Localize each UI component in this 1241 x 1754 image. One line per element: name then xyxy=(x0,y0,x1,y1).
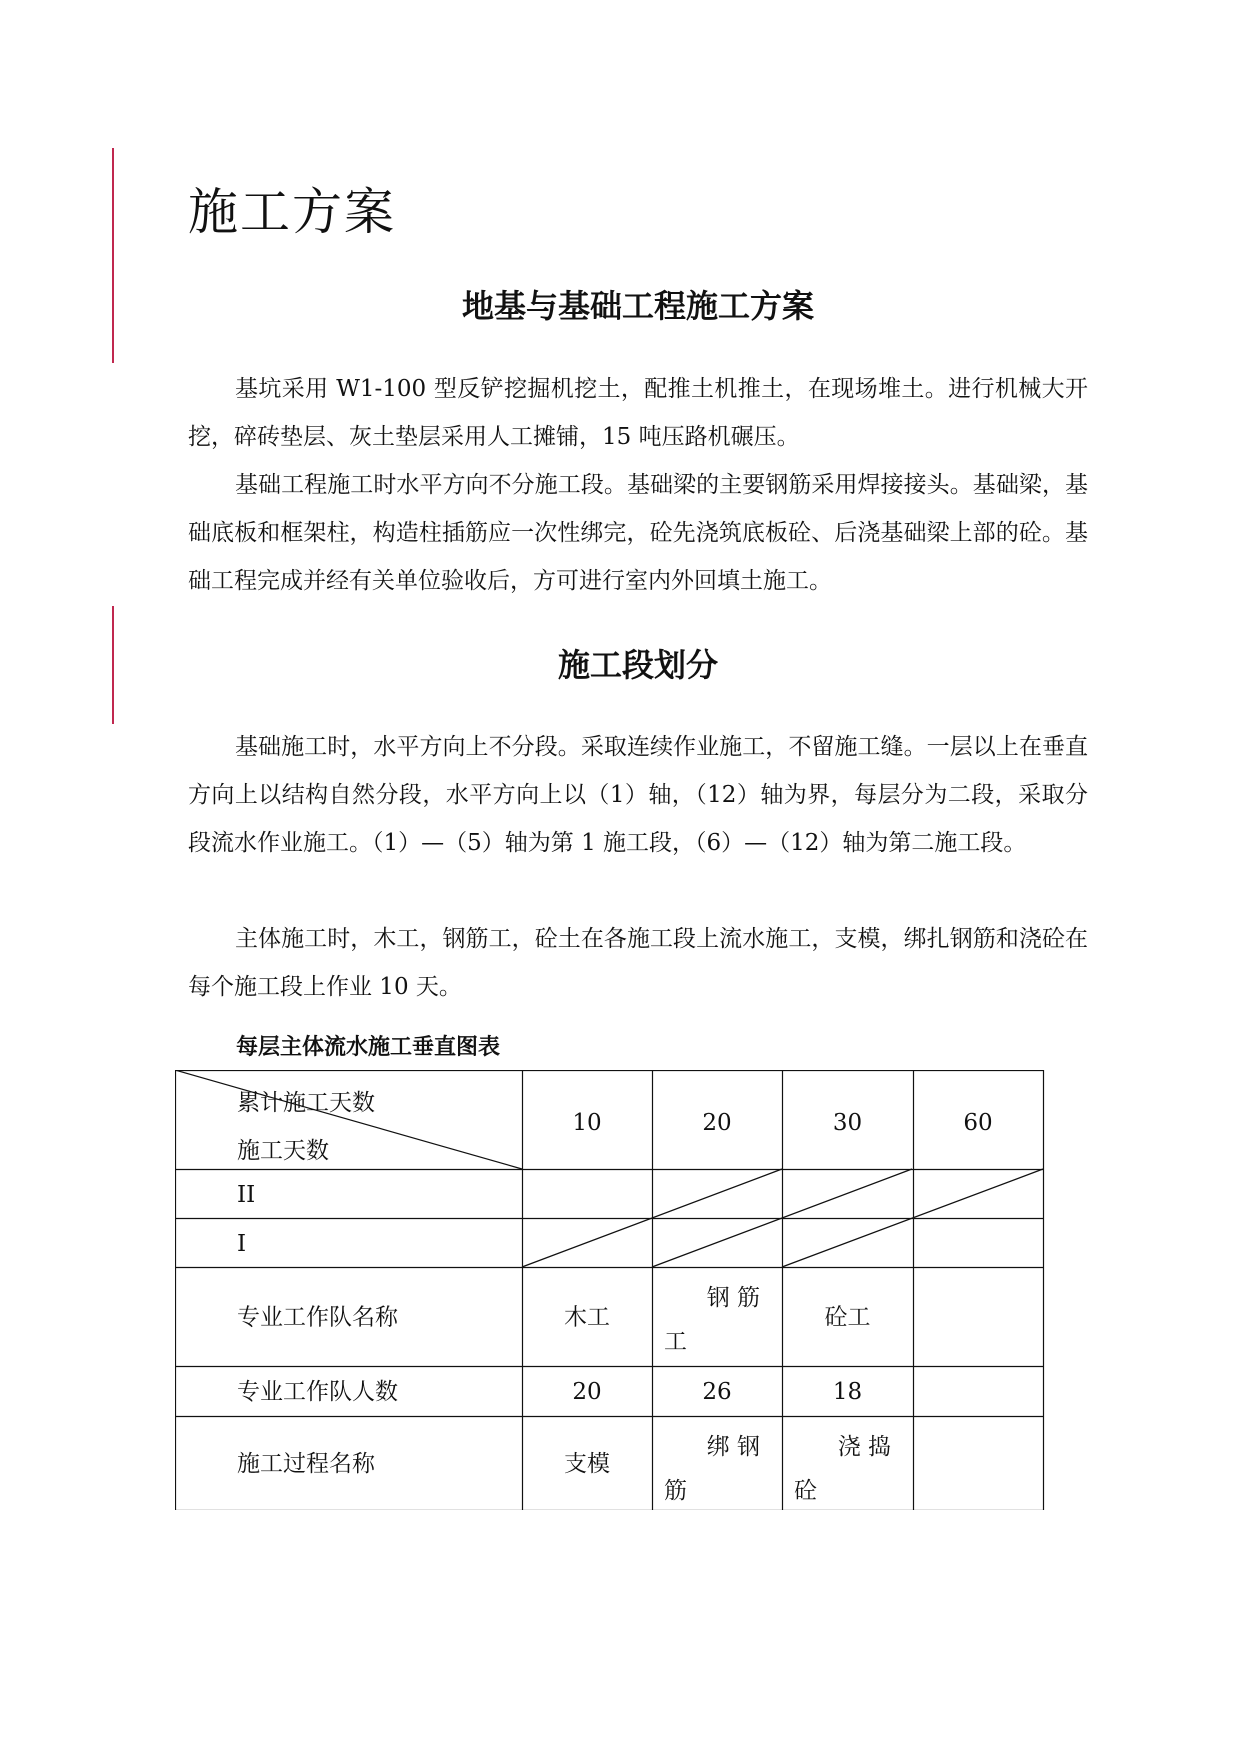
margin-marker-top xyxy=(112,148,114,363)
table-cell-wrapped-bottom: 砼 xyxy=(794,1478,817,1504)
header-diagonal-line xyxy=(175,1070,522,1169)
column-header-days: 60 xyxy=(963,1110,993,1136)
paragraph-segment-division: 基础施工时，水平方向上不分段。采取连续作业施工，不留施工缝。一层以上在垂直方向上以结构自然分段，水平方向上以（1）轴，（12）轴为界，每层分为二段，采取分段流水作业施工。（1）—（5）轴为第 1 施工段，（6）—（12）轴为第二施工段。 xyxy=(188,734,1088,856)
table-cell: 砼工 xyxy=(824,1304,871,1331)
column-header-days: 10 xyxy=(572,1110,602,1136)
paragraph-excavation: 基坑采用 W1-100 型反铲挖掘机挖土，配推土机推土，在现场堆土。进行机械大开挖，碎砖垫层、灰土垫层采用人工摊铺，15 吨压路机碾压。 xyxy=(188,376,1088,450)
table-cell-wrapped-top: 绑 钢 xyxy=(706,1434,760,1460)
document-title: 施工方案 xyxy=(188,183,396,241)
segment-label: I xyxy=(237,1231,247,1257)
table-cell-wrapped-top: 浇 捣 xyxy=(837,1434,891,1460)
table-cell: 18 xyxy=(832,1379,863,1405)
row-label: 专业工作队名称 xyxy=(237,1304,398,1331)
row-label: 专业工作队人数 xyxy=(237,1379,398,1405)
section-heading-foundation: 地基与基础工程施工方案 xyxy=(461,287,814,325)
table-cell: 20 xyxy=(572,1379,602,1405)
table-cell: 木工 xyxy=(564,1304,610,1331)
row-label: 施工过程名称 xyxy=(237,1451,375,1477)
flow-schedule-table xyxy=(175,1070,1045,1510)
table-cell-wrapped-top: 钢 筋 xyxy=(706,1285,760,1311)
table-cell-wrapped-bottom: 筋 xyxy=(664,1478,687,1504)
segment-label: II xyxy=(237,1182,256,1208)
corner-label-cumulative-days: 累计施工天数 xyxy=(237,1090,375,1116)
paragraph-main-structure: 主体施工时，木工，钢筋工，砼土在各施工段上流水施工，支模，绑扎钢筋和浇砼在每个施工段上作业 10 天。 xyxy=(188,926,1088,1000)
table-cell-wrapped-bottom: 工 xyxy=(664,1329,687,1355)
column-header-days: 20 xyxy=(702,1110,732,1136)
paragraph-foundation-works: 基础工程施工时水平方向不分施工段。基础梁的主要钢筋采用焊接接头。基础梁，基础底板和框架柱，构造柱插筋应一次性绑完，砼先浇筑底板砼、后浇基础梁上部的砼。基础工程完成并经有关单位验收后，方可进行室内外回填土施工。 xyxy=(188,472,1088,594)
corner-label-construction-days: 施工天数 xyxy=(237,1138,329,1164)
section-heading-segments: 施工段划分 xyxy=(557,646,718,684)
table-caption: 每层主体流水施工垂直图表 xyxy=(236,1035,501,1060)
table-cell: 26 xyxy=(702,1379,732,1405)
table-cell: 支模 xyxy=(564,1451,610,1477)
column-header-days: 30 xyxy=(832,1110,863,1136)
margin-marker-middle xyxy=(112,606,114,724)
